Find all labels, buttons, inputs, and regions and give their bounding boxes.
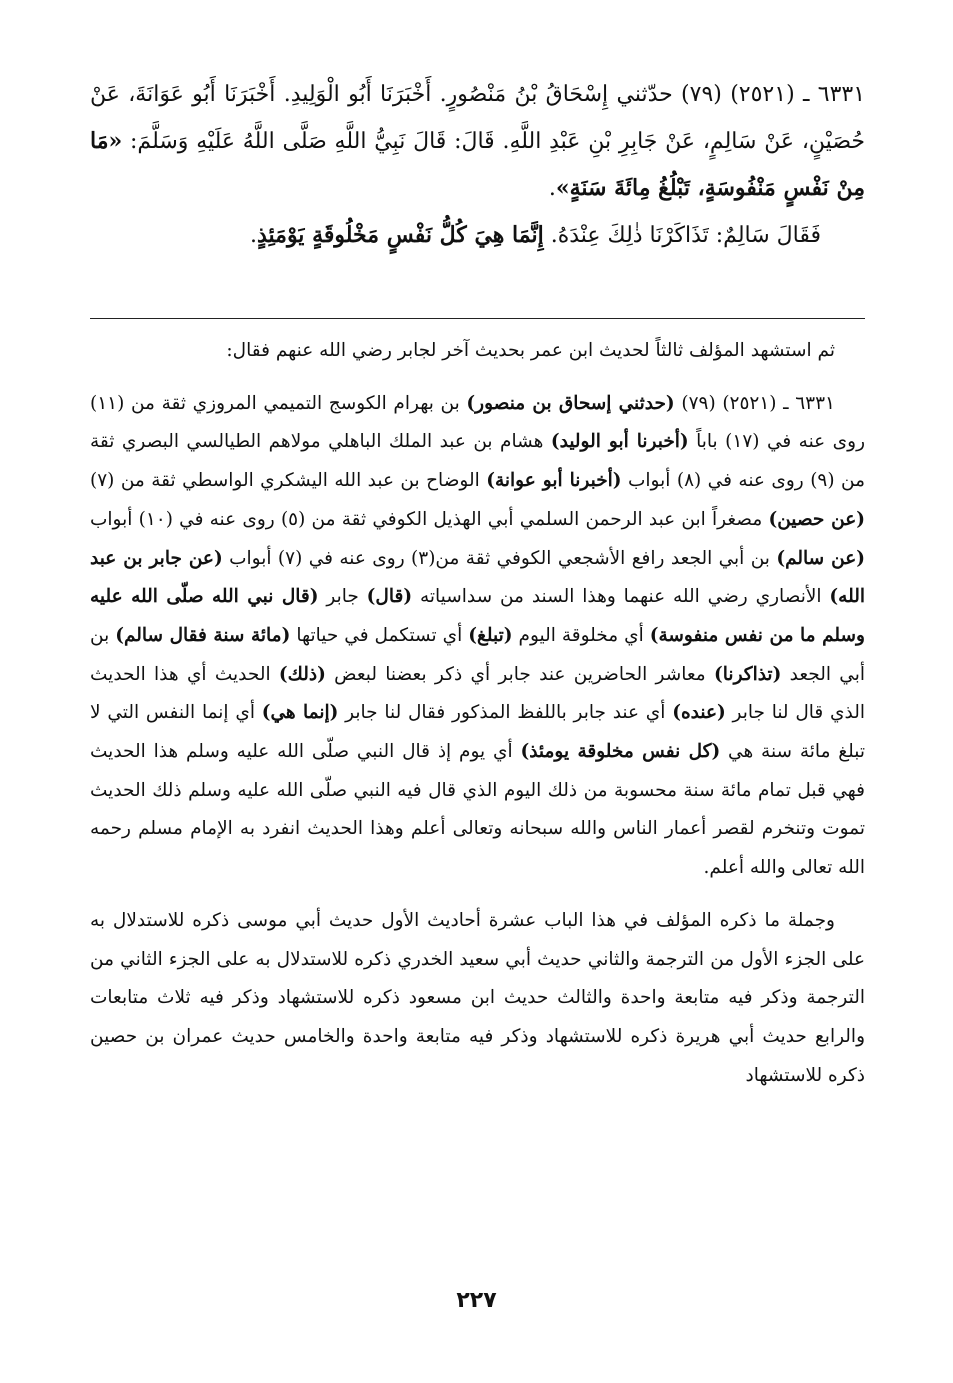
commentary-text-segment: ٦٣٣١ ـ (٢٥٢١) (٧٩) [674, 392, 835, 414]
commentary-quoted-segment: (عن حصين) [768, 508, 866, 530]
commentary-quoted-segment: (عن سالم) [776, 547, 866, 569]
commentary-text-segment: أي عند جابر باللفظ المذكور فقال لنا جابر [338, 702, 673, 724]
commentary-summary-paragraph: وجملة ما ذكره المؤلف في هذا الباب عشرة أحاديث الأول حديث أبي موسى ذكره للاستدلال به على الجزء الأول من الترجمة والثاني حديث أبي سعيد الخدري ذكره للاستدلال به على الجزء الثاني من الترجمة وذكر فيه متابعة واحدة والثالث حديث ابن مسعود ذكره للاستشهاد وذكر فيه ثلاث متابعات والرابع حديث أبي هريرة ذكره للاستشهاد وذكر فيه متابعة واحدة والخامس حديث عمران بن حصين ذكره للاستشهاد [90, 909, 865, 1086]
commentary-text-segment: معاشر الحاضرين عند جابر أي ذكر بعضنا لبعض [325, 663, 715, 685]
commentary-block [90, 332, 865, 1095]
commentary-text-segment: الأنصاري رضي الله عنهما وهذا السند من سداسياته [412, 586, 830, 608]
hadith-salim-statement: فَقَالَ سَالِمٌ: تَذَاكَرْنَا ذٰلِكَ عِنْدَهُ. [543, 223, 821, 248]
footnote-divider [90, 318, 865, 319]
hadith-paragraph [90, 72, 865, 212]
commentary-quoted-segment: (أخبرنا أبو عوانة) [486, 470, 622, 492]
commentary-text-segment: الوضاح بن عبد الله اليشكري الواسطي ثقة من (٧) [90, 470, 487, 492]
page-number: ٢٢٧ [456, 1288, 497, 1313]
commentary-quoted-segment: (ذلك) [278, 663, 326, 685]
commentary-quoted-segment: (قال نبي الله صلّى الله عليه وسلم ما من نفس منفوسة) [90, 586, 865, 646]
commentary-text-segment: هشام بن عبد الملك الباهلي مولاهم الطيالسي البصري ثقة من (٩) روى عنه في (٨) أبواب [90, 431, 866, 492]
commentary-intro: ثم استشهد المؤلف ثالثاً لحديث ابن عمر بحديث آخر لجابر رضي الله عنهم فقال: [226, 340, 835, 361]
commentary-quoted-segment: (تذاكرنا) [714, 663, 782, 685]
commentary-text-segment: جابر [318, 586, 367, 608]
commentary-quoted-segment: (كل نفس مخلوقة يومئذ) [520, 741, 721, 763]
hadith-quote: «مَا مِنْ نَفْسٍ مَنْفُوسَةٍ، تَبْلُغُ مِائَةَ سَنَةٍ» [90, 128, 865, 201]
commentary-text-segment: مصغراً ابن عبد الرحمن السلمي أبي الهذيل الكوفي ثقة من (٥) روى عنه في (١٠) أبواب [90, 508, 769, 530]
commentary-text-segment: بن بهرام الكوسج التميمي المروزي ثقة من (١١) روى عنه في (١٧) باباً [90, 392, 866, 453]
commentary-quoted-segment: (عنده) [672, 702, 726, 724]
commentary-text-segment: أي تستكمل في حياتها [290, 624, 469, 646]
hadith-period: . [548, 176, 556, 201]
commentary-text-segment: الحديث أي هذا الحديث الذي قال لنا جابر [90, 663, 865, 724]
commentary-quoted-segment: (عن جابر بن عبد الله) [90, 547, 865, 608]
commentary-text-segment: أي يوم إذ قال النبي صلّى الله عليه وسلم هذا الحديث فهي قبل تمام مائة سنة محسوبة من ذلك اليوم الذي قال فيه النبي صلّى الله عليه وسلم ذلك الحديث تموت وتنخرم لقصر أعمار الناس والله سبحانه وتعالى أعلم وهذا الحديث انفرد به الإمام مسلم رحمه الله تعالى والله أعلم. [90, 741, 865, 879]
commentary-quoted-segment: (إنما هي) [261, 702, 339, 724]
hadith-salim-quote: إِنَّمَا هِيَ كُلُّ نَفْسٍ مَخْلُوقَةٍ يَوْمَئِذٍ [256, 222, 544, 248]
commentary-text-segment: أي إنما النفس التي لا تبلغ مائة سنة هي [90, 702, 865, 763]
commentary-quoted-segment: (مائة سنة فقال سالم) [115, 624, 291, 646]
commentary-quoted-segment: (تبلغ) [468, 624, 513, 646]
hadith-chain: ٦٣٣١ ـ (٢٥٢١) (٧٩) حدّثني إِسْحَاقُ بْنُ مَنْصُورٍ. أَخْبَرَنَا أَبُو الْوَلِيدِ. أَخْبَرَنَا أَبُو عَوَانَةَ، عَنْ حُصَيْنٍ، عَنْ سَالِمٍ، عَنْ جَابِرِ بْنِ عَبْدِ اللَّهِ. قَالَ: قَالَ نَبِيُّ اللَّهِ صَلَّى اللَّهُ عَلَيْهِ وَسَلَّمَ: [90, 82, 866, 154]
commentary-quoted-segment: (قال) [366, 586, 413, 608]
hadith-text-block [90, 72, 865, 259]
commentary-text-segment: أي مخلوقة اليوم [512, 624, 650, 646]
commentary-narrators-paragraph [90, 385, 865, 888]
commentary-quoted-segment: (حدثني إسحاق بن منصور) [466, 392, 675, 414]
hadith-continuation-period: . [249, 223, 257, 248]
commentary-quoted-segment: (أخبرنا أبو الوليد) [550, 431, 689, 453]
hadith-continuation [90, 212, 865, 259]
commentary-text-segment: بن أبي الجعد رافع الأشجعي الكوفي ثقة من(٣) روى عنه في (٧) أبواب [222, 547, 777, 569]
commentary-text-segment: بن أبي الجعد [90, 624, 865, 685]
